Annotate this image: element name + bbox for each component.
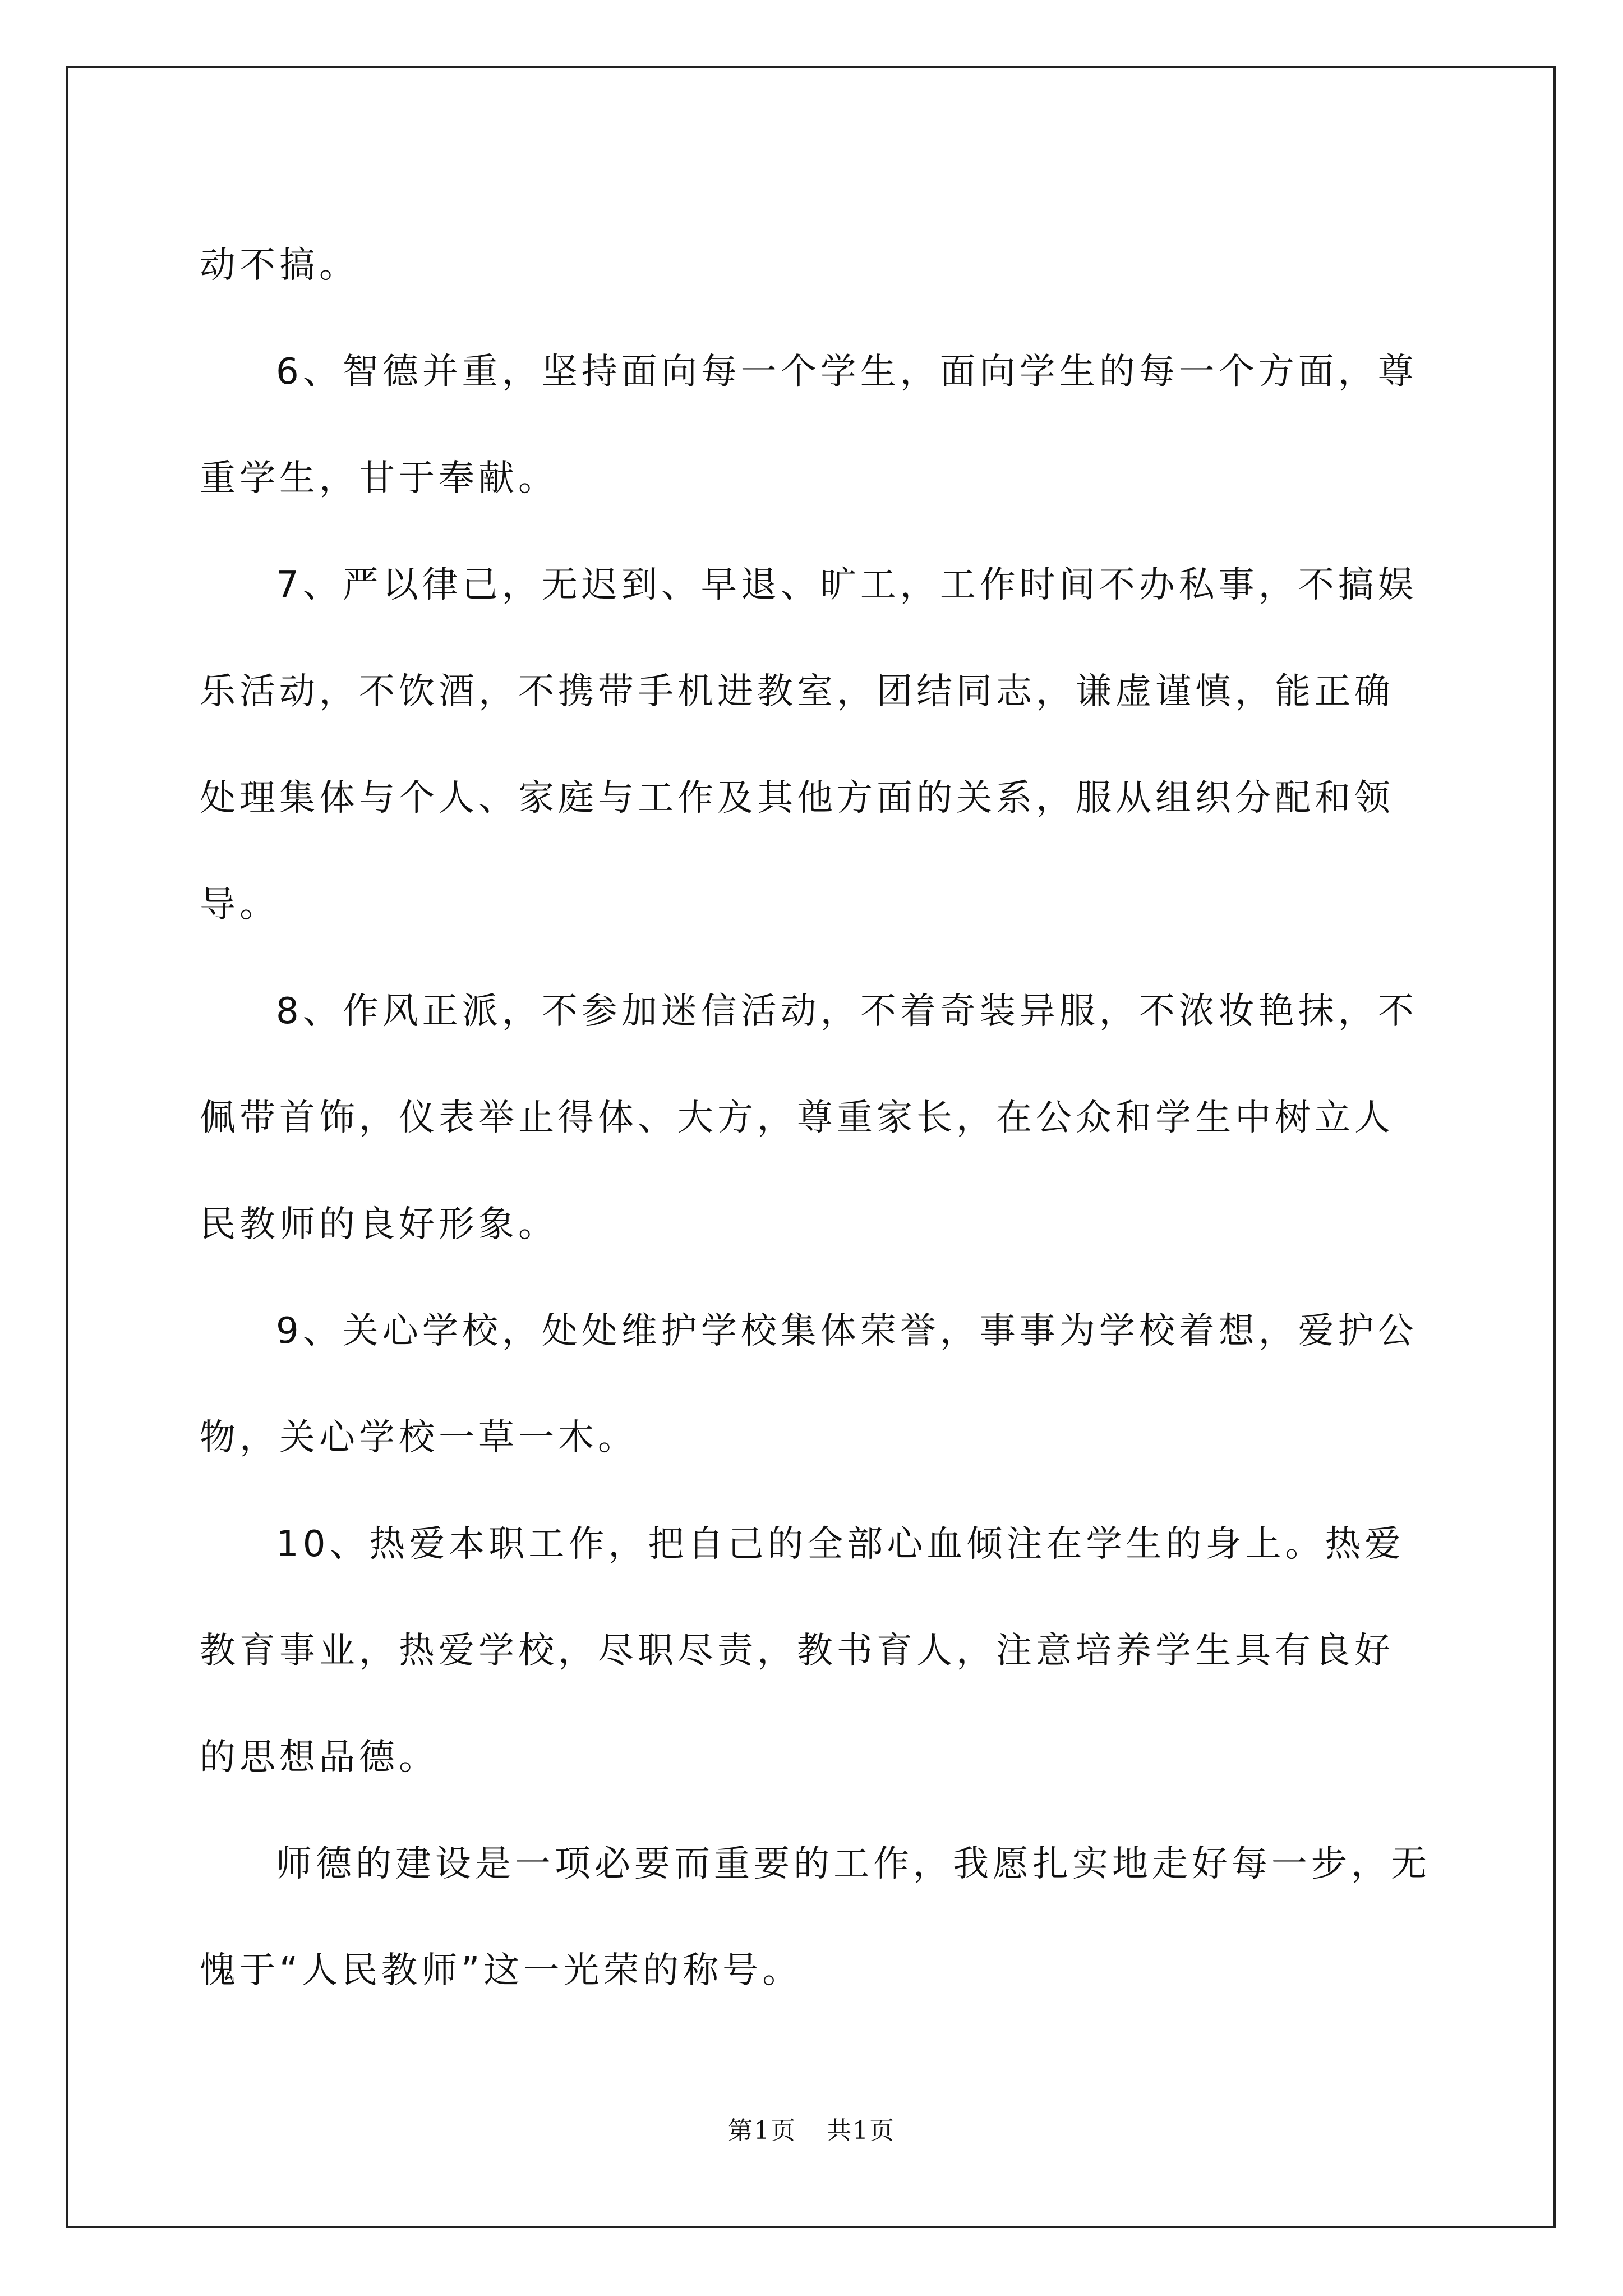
page-total: 共1页 xyxy=(827,2116,895,2145)
paragraph-item-6: 6、智德并重，坚持面向每一个学生，面向学生的每一个方面，尊重学生，甘于奉献。 xyxy=(200,351,1418,499)
paragraph-item-10: 10、热爱本职工作，把自己的全部心血倾注在学生的身上。热爱教育事业，热爱学校，尽职尽责，教书育人，注意培养学生具有良好的思想品德。 xyxy=(200,1524,1405,1778)
page-number: 第1页 xyxy=(728,2116,796,2145)
document-body xyxy=(200,212,1433,2024)
paragraph-conclusion: 师德的建设是一项必要而重要的工作，我愿扎实地走好每一步，无愧于“人民教师”这一光荣的称号。 xyxy=(200,1843,1431,1991)
page-footer xyxy=(0,2110,1623,2146)
paragraph-item-9: 9、关心学校，处处维护学校集体荣誉，事事为学校着想，爱护公物，关心学校一草一木。 xyxy=(200,1310,1418,1458)
paragraph-item-8: 8、作风正派，不参加迷信活动，不着奇装异服，不浓妆艳抹，不佩带首饰，仪表举止得体、大方，尊重家长，在公众和学生中树立人民教师的良好形象。 xyxy=(200,991,1418,1245)
paragraph-item-7: 7、严以律己，无迟到、早退、旷工，工作时间不办私事，不搞娱乐活动，不饮酒，不携带手机进教室，团结同志，谦虚谨慎，能正确处理集体与个人、家庭与工作及其他方面的关系，服从组织分配和领导。 xyxy=(200,564,1418,926)
paragraph-continuation: 动不搞。 xyxy=(200,245,359,286)
